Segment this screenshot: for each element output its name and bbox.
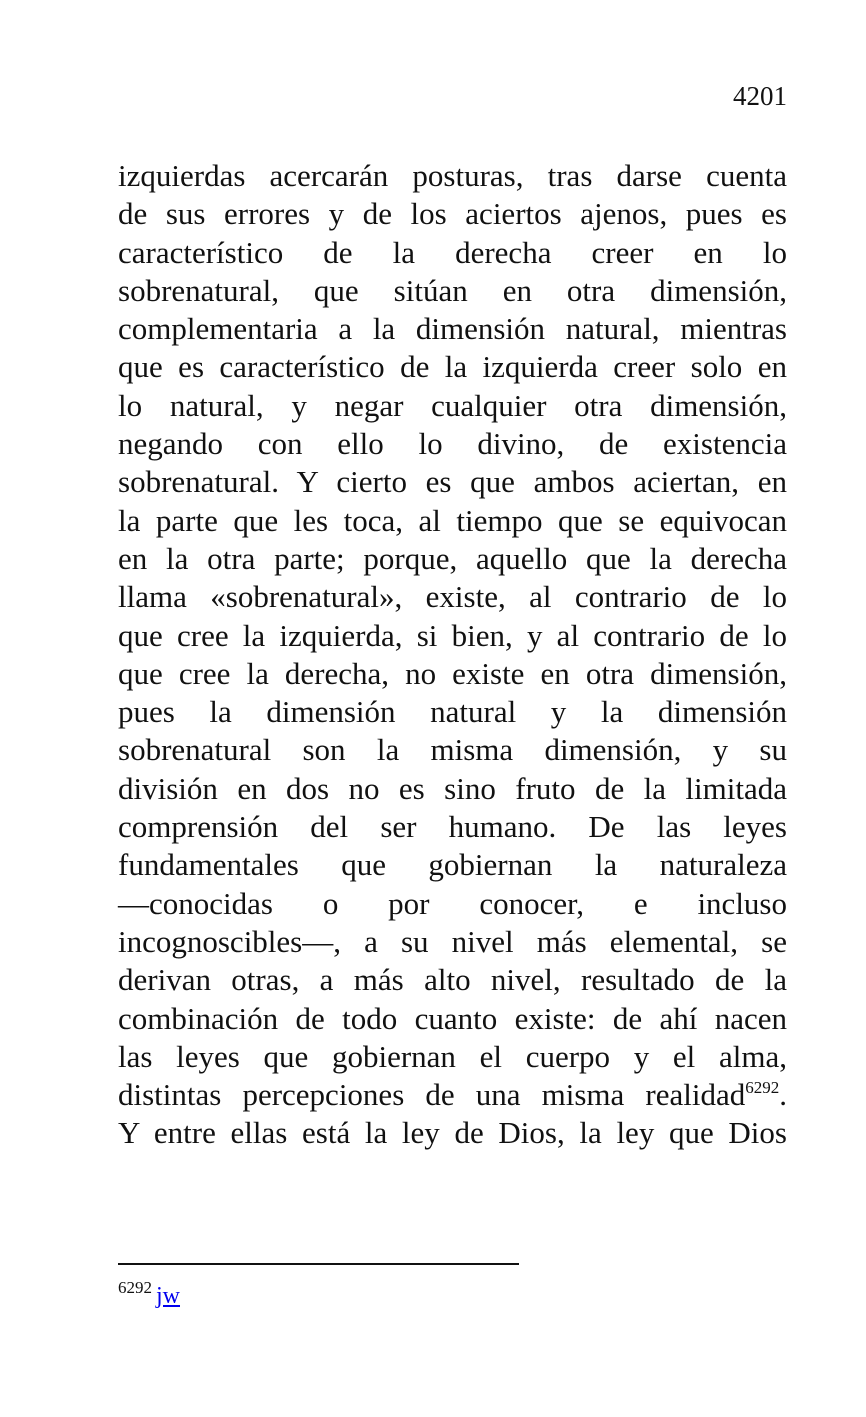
text-line: la parte que les toca, al tiempo que se equivocan bbox=[118, 502, 787, 538]
text-line: llama «sobrenatural», existe, al contrario de lo bbox=[118, 579, 787, 615]
body-text bbox=[118, 157, 787, 1153]
text-line: Y entre ellas está la ley de Dios, la ley que Dios bbox=[118, 1115, 787, 1151]
text-line: sobrenatural son la misma dimensión, y su bbox=[118, 732, 787, 768]
text-line: incognoscibles—, a su nivel más elemental, se bbox=[118, 923, 787, 959]
text-line: división en dos no es sino fruto de la limitada bbox=[118, 770, 787, 806]
text-line: característico de la derecha creer en lo bbox=[118, 234, 787, 270]
text-line: combinación de todo cuanto existe: de ahí nacen bbox=[118, 1000, 787, 1036]
text-line: que cree la derecha, no existe en otra dimensión, bbox=[118, 655, 787, 691]
text-fragment: . bbox=[779, 1077, 787, 1113]
text-line: de sus errores y de los aciertos ajenos, pues es bbox=[118, 196, 787, 232]
text-line: pues la dimensión natural y la dimensión bbox=[118, 694, 787, 730]
text-line: sobrenatural. Y cierto es que ambos aciertan, en bbox=[118, 464, 787, 500]
text-line: negando con ello lo divino, de existencia bbox=[118, 426, 787, 462]
footnote-reference[interactable]: 6292 bbox=[745, 1078, 780, 1098]
text-line: comprensión del ser humano. De las leyes bbox=[118, 809, 787, 845]
text-line: fundamentales que gobiernan la naturaleza bbox=[118, 847, 787, 883]
text-fragment: distintas percepciones de una misma realidad bbox=[118, 1077, 746, 1113]
text-line: —conocidas o por conocer, e incluso bbox=[118, 885, 787, 921]
footnote bbox=[118, 1277, 180, 1309]
page-number: 4201 bbox=[733, 81, 787, 111]
footnote-link[interactable]: jw bbox=[156, 1283, 180, 1309]
text-line: complementaria a la dimensión natural, mientras bbox=[118, 311, 787, 347]
text-line-with-footnote-ref bbox=[118, 1076, 787, 1114]
footnote-number: 6292 bbox=[118, 1278, 152, 1297]
text-line: izquierdas acercarán posturas, tras darse cuenta bbox=[118, 158, 787, 193]
footnote-separator bbox=[118, 1263, 519, 1265]
text-line: derivan otras, a más alto nivel, resultado de la bbox=[118, 962, 787, 998]
text-line: en la otra parte; porque, aquello que la derecha bbox=[118, 540, 787, 576]
text-line: que cree la izquierda, si bien, y al contrario de lo bbox=[118, 617, 787, 653]
text-line: las leyes que gobiernan el cuerpo y el alma, bbox=[118, 1038, 787, 1074]
text-line: sobrenatural, que sitúan en otra dimensión, bbox=[118, 272, 787, 308]
text-line: lo natural, y negar cualquier otra dimensión, bbox=[118, 387, 787, 423]
text-line: que es característico de la izquierda creer solo en bbox=[118, 349, 787, 385]
